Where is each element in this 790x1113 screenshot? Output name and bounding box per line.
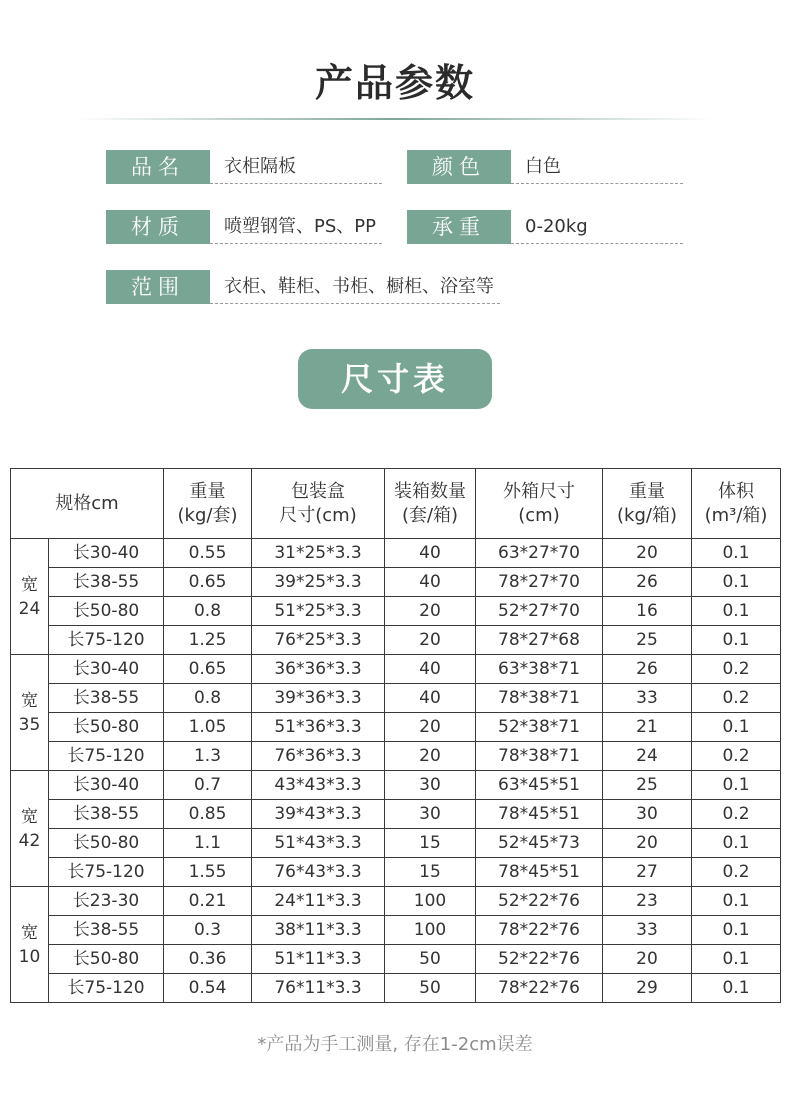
carton-weight-cell: 16 [603, 597, 692, 626]
box-size-cell: 51*36*3.3 [252, 713, 385, 742]
box-size-cell: 24*11*3.3 [252, 887, 385, 916]
quantity-cell: 20 [385, 626, 476, 655]
length-cell: 长38-55 [49, 568, 164, 597]
box-size-cell: 39*36*3.3 [252, 684, 385, 713]
quantity-cell: 20 [385, 713, 476, 742]
length-cell: 长50-80 [49, 713, 164, 742]
table-row [11, 742, 781, 771]
volume-cell: 0.1 [692, 539, 781, 568]
width-group-cell: 宽 42 [11, 771, 49, 887]
box-size-cell: 76*36*3.3 [252, 742, 385, 771]
header-volume: 体积 (m³/箱) [692, 469, 781, 539]
outer-size-cell: 78*38*71 [476, 684, 603, 713]
carton-weight-cell: 30 [603, 800, 692, 829]
volume-cell: 0.1 [692, 916, 781, 945]
length-cell: 长38-55 [49, 916, 164, 945]
carton-weight-cell: 20 [603, 829, 692, 858]
carton-weight-cell: 23 [603, 887, 692, 916]
param-value-scope: 衣柜、鞋柜、书柜、橱柜、浴室等 [210, 270, 500, 304]
table-row [11, 539, 781, 568]
weight-cell: 0.21 [164, 887, 252, 916]
table-header-row [11, 469, 781, 539]
weight-cell: 1.05 [164, 713, 252, 742]
param-value-color: 白色 [511, 150, 683, 184]
quantity-cell: 30 [385, 800, 476, 829]
volume-cell: 0.1 [692, 887, 781, 916]
outer-size-cell: 52*22*76 [476, 887, 603, 916]
outer-size-cell: 63*45*51 [476, 771, 603, 800]
param-value-name: 衣柜隔板 [210, 150, 382, 184]
length-cell: 长75-120 [49, 858, 164, 887]
param-value-load: 0-20kg [511, 210, 683, 244]
quantity-cell: 50 [385, 974, 476, 1003]
title-divider [75, 118, 715, 120]
width-group-cell: 宽 24 [11, 539, 49, 655]
volume-cell: 0.1 [692, 713, 781, 742]
outer-size-cell: 63*38*71 [476, 655, 603, 684]
quantity-cell: 50 [385, 945, 476, 974]
outer-size-cell: 52*27*70 [476, 597, 603, 626]
table-row [11, 713, 781, 742]
carton-weight-cell: 29 [603, 974, 692, 1003]
box-size-cell: 31*25*3.3 [252, 539, 385, 568]
table-row [11, 626, 781, 655]
param-label-color: 颜色 [407, 150, 511, 184]
quantity-cell: 20 [385, 597, 476, 626]
param-label-name: 品名 [106, 150, 210, 184]
header-carton-weight: 重量 (kg/箱) [603, 469, 692, 539]
box-size-cell: 76*43*3.3 [252, 858, 385, 887]
table-row [11, 597, 781, 626]
outer-size-cell: 52*45*73 [476, 829, 603, 858]
quantity-cell: 40 [385, 539, 476, 568]
volume-cell: 0.1 [692, 974, 781, 1003]
outer-size-cell: 78*38*71 [476, 742, 603, 771]
weight-cell: 0.36 [164, 945, 252, 974]
length-cell: 长38-55 [49, 684, 164, 713]
volume-cell: 0.2 [692, 858, 781, 887]
size-table-title: 尺寸表 [298, 349, 492, 409]
weight-cell: 1.1 [164, 829, 252, 858]
param-label-load: 承重 [407, 210, 511, 244]
table-row [11, 568, 781, 597]
box-size-cell: 36*36*3.3 [252, 655, 385, 684]
box-size-cell: 51*11*3.3 [252, 945, 385, 974]
quantity-cell: 20 [385, 742, 476, 771]
carton-weight-cell: 20 [603, 539, 692, 568]
carton-weight-cell: 25 [603, 626, 692, 655]
size-table [10, 468, 781, 1003]
weight-cell: 0.85 [164, 800, 252, 829]
weight-cell: 0.65 [164, 568, 252, 597]
table-row [11, 829, 781, 858]
box-size-cell: 76*25*3.3 [252, 626, 385, 655]
param-label-scope: 范围 [106, 270, 210, 304]
weight-cell: 0.65 [164, 655, 252, 684]
outer-size-cell: 78*45*51 [476, 858, 603, 887]
table-row [11, 916, 781, 945]
volume-cell: 0.1 [692, 626, 781, 655]
param-value-material: 喷塑钢管、PS、PP [210, 210, 382, 244]
carton-weight-cell: 27 [603, 858, 692, 887]
length-cell: 长23-30 [49, 887, 164, 916]
box-size-cell: 76*11*3.3 [252, 974, 385, 1003]
outer-size-cell: 78*27*68 [476, 626, 603, 655]
outer-size-cell: 63*27*70 [476, 539, 603, 568]
weight-cell: 1.25 [164, 626, 252, 655]
length-cell: 长30-40 [49, 655, 164, 684]
table-row [11, 974, 781, 1003]
table-row [11, 771, 781, 800]
header-spec: 规格cm [11, 469, 164, 539]
length-cell: 长75-120 [49, 974, 164, 1003]
weight-cell: 0.7 [164, 771, 252, 800]
volume-cell: 0.1 [692, 945, 781, 974]
carton-weight-cell: 26 [603, 568, 692, 597]
carton-weight-cell: 20 [603, 945, 692, 974]
outer-size-cell: 78*27*70 [476, 568, 603, 597]
outer-size-cell: 78*22*76 [476, 974, 603, 1003]
volume-cell: 0.2 [692, 800, 781, 829]
length-cell: 长50-80 [49, 597, 164, 626]
width-group-cell: 宽 10 [11, 887, 49, 1003]
header-quantity: 装箱数量 (套/箱) [385, 469, 476, 539]
weight-cell: 0.8 [164, 684, 252, 713]
page-title: 产品参数 [314, 61, 475, 105]
quantity-cell: 100 [385, 916, 476, 945]
outer-size-cell: 52*38*71 [476, 713, 603, 742]
quantity-cell: 15 [385, 829, 476, 858]
weight-cell: 0.54 [164, 974, 252, 1003]
length-cell: 长50-80 [49, 945, 164, 974]
length-cell: 长38-55 [49, 800, 164, 829]
outer-size-cell: 52*22*76 [476, 945, 603, 974]
length-cell: 长75-120 [49, 742, 164, 771]
weight-cell: 0.55 [164, 539, 252, 568]
quantity-cell: 100 [385, 887, 476, 916]
carton-weight-cell: 24 [603, 742, 692, 771]
volume-cell: 0.1 [692, 568, 781, 597]
volume-cell: 0.2 [692, 742, 781, 771]
box-size-cell: 51*25*3.3 [252, 597, 385, 626]
length-cell: 长50-80 [49, 829, 164, 858]
length-cell: 长30-40 [49, 771, 164, 800]
param-label-material: 材质 [106, 210, 210, 244]
carton-weight-cell: 33 [603, 684, 692, 713]
box-size-cell: 43*43*3.3 [252, 771, 385, 800]
quantity-cell: 30 [385, 771, 476, 800]
volume-cell: 0.2 [692, 655, 781, 684]
width-group-cell: 宽 35 [11, 655, 49, 771]
table-row [11, 858, 781, 887]
quantity-cell: 15 [385, 858, 476, 887]
outer-size-cell: 78*45*51 [476, 800, 603, 829]
box-size-cell: 38*11*3.3 [252, 916, 385, 945]
carton-weight-cell: 21 [603, 713, 692, 742]
box-size-cell: 39*25*3.3 [252, 568, 385, 597]
carton-weight-cell: 33 [603, 916, 692, 945]
header-box-size: 包装盒 尺寸(cm) [252, 469, 385, 539]
length-cell: 长75-120 [49, 626, 164, 655]
box-size-cell: 39*43*3.3 [252, 800, 385, 829]
weight-cell: 1.3 [164, 742, 252, 771]
volume-cell: 0.1 [692, 771, 781, 800]
carton-weight-cell: 26 [603, 655, 692, 684]
volume-cell: 0.2 [692, 684, 781, 713]
volume-cell: 0.1 [692, 829, 781, 858]
box-size-cell: 51*43*3.3 [252, 829, 385, 858]
table-row [11, 800, 781, 829]
volume-cell: 0.1 [692, 597, 781, 626]
quantity-cell: 40 [385, 655, 476, 684]
length-cell: 长30-40 [49, 539, 164, 568]
footnote: *产品为手工测量, 存在1-2cm误差 [257, 1034, 533, 1055]
header-weight: 重量 (kg/套) [164, 469, 252, 539]
header-outer-size: 外箱尺寸 (cm) [476, 469, 603, 539]
quantity-cell: 40 [385, 568, 476, 597]
weight-cell: 1.55 [164, 858, 252, 887]
table-row [11, 684, 781, 713]
outer-size-cell: 78*22*76 [476, 916, 603, 945]
table-row [11, 945, 781, 974]
quantity-cell: 40 [385, 684, 476, 713]
table-row [11, 655, 781, 684]
weight-cell: 0.3 [164, 916, 252, 945]
table-row [11, 887, 781, 916]
weight-cell: 0.8 [164, 597, 252, 626]
carton-weight-cell: 25 [603, 771, 692, 800]
table-body [11, 539, 781, 1003]
